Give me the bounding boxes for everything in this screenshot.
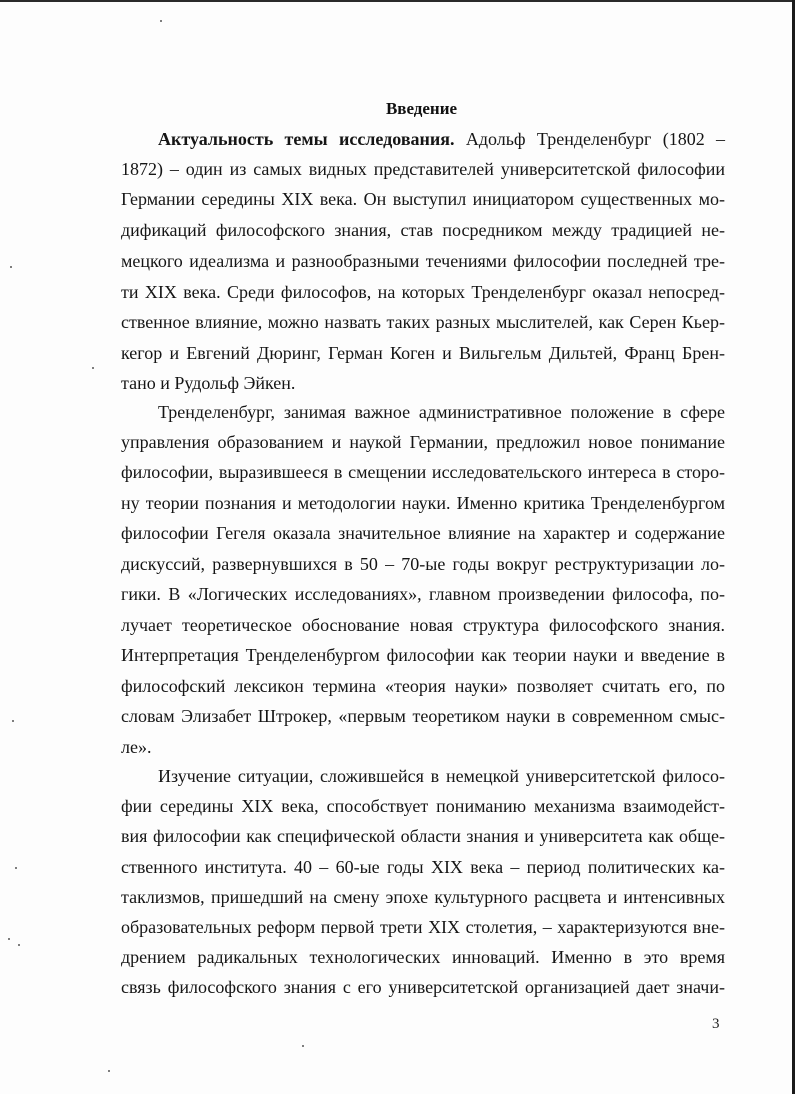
text-line: философии, выразившееся в смещении исследовательского интереса в сторо- <box>121 462 725 482</box>
scan-speck <box>15 867 17 869</box>
scan-speck <box>108 1070 110 1072</box>
text-line: связь философского знания с его университетской организацией дает значи- <box>121 977 725 997</box>
page-number: 3 <box>712 1016 720 1032</box>
text-line: дификаций философского знания, став посредником между традицией не- <box>121 220 725 240</box>
lead-phrase: Актуальность темы исследования. <box>158 129 455 149</box>
text-line: ти XIX века. Среди философов, на которых Тренделенбург оказал непосред- <box>121 282 725 302</box>
scan-speck <box>10 266 12 268</box>
scan-speck <box>302 1045 304 1047</box>
text-line: образовательных реформ первой трети XIX столетия, – характеризуются вне- <box>121 917 725 937</box>
scan-speck <box>18 944 20 946</box>
text-line-rest: Адольф Тренделенбург (1802 – <box>454 129 726 149</box>
text-line: вия философии как специфической области знания и университета как обще- <box>121 826 725 846</box>
text-line: ну теории познания и методологии науки. Именно критика Тренделенбургом <box>121 493 725 513</box>
text-line: дрением радикальных технологических инноваций. Именно в это время <box>121 947 725 967</box>
text-line: ственное влияние, можно назвать таких разных мыслителей, как Серен Кьер- <box>121 312 725 332</box>
scan-speck <box>8 938 10 940</box>
text-line: фии середины XIX века, способствует пониманию механизма взаимодейст- <box>121 796 725 816</box>
scan-speck <box>92 367 94 369</box>
scan-edge-top <box>0 0 795 2</box>
text-line: ле». <box>121 737 152 757</box>
text-line: Тренделенбург, занимая важное административное положение в сфере <box>158 402 725 422</box>
text-line: кегор и Евгений Дюринг, Герман Коген и Вильгельм Дильтей, Франц Брен- <box>121 343 725 363</box>
text-line: словам Элизабет Штрокер, «первым теоретиком науки в современном смыс- <box>121 706 725 726</box>
text-line: ственного института. 40 – 60-ые годы XIX века – период политических ка- <box>121 857 725 877</box>
text-line: 1872) – один из самых видных представителей университетской философии <box>121 159 725 179</box>
scan-speck <box>160 20 162 22</box>
text-line: управления образованием и наукой Германии, предложил новое понимание <box>121 432 725 452</box>
text-line: Изучение ситуации, сложившейся в немецкой университетской филосо- <box>158 766 725 786</box>
text-line: тано и Рудольф Эйкен. <box>121 373 296 393</box>
text-line: таклизмов, пришедший на смену эпохе культурного расцвета и интенсивных <box>121 887 725 907</box>
text-line: философский лексикон термина «теория науки» позволяет считать его, по <box>121 676 725 696</box>
text-line: Германии середины XIX века. Он выступил инициатором существенных мо- <box>121 189 725 209</box>
text-line: лучает теоретическое обоснование новая структура философского знания. <box>121 615 725 635</box>
text-line <box>158 128 725 150</box>
page-title: Введение <box>385 99 458 118</box>
text-line: философии Гегеля оказала значительное влияние на характер и содержание <box>121 523 725 543</box>
text-line: дискуссий, развернувшихся в 50 – 70-ые годы вокруг реструктуризации ло- <box>121 554 725 574</box>
text-line: гики. В «Логических исследованиях», главном произведении философа, по- <box>121 584 725 604</box>
text-line: мецкого идеализма и разнообразными течениями философии последней тре- <box>121 251 725 271</box>
scan-speck <box>12 720 14 722</box>
text-line: Интерпретация Тренделенбургом философии как теории науки и введение в <box>121 645 725 665</box>
